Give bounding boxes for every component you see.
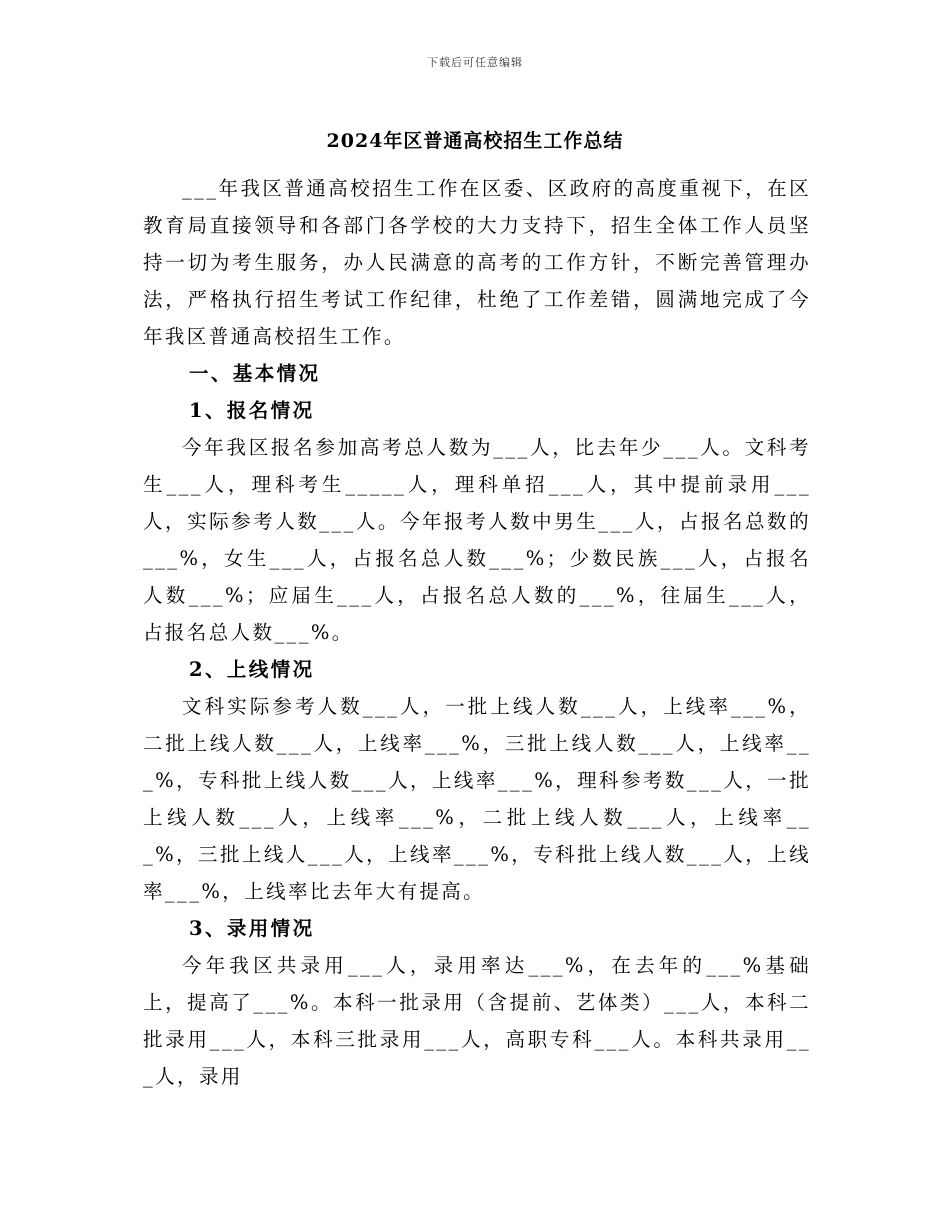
section-heading-basic: 一、基本情况 [189,362,321,385]
registration-paragraph: 今年我区报名参加高考总人数为___人，比去年少___人。文科考生___人，理科考生_____人，理科单招___人，其中提前录用___人，实际参考人数___人。今年报考人数中男生___人，占报名总数的___%，女生___人，占报名总人数___%；少数民族___人，占报名人数___%；应届生___人，占报名总人数的___%，往届生___人，占报名总人数___%。 [143,436,811,644]
admission-line-paragraph: 文科实际参考人数___人，一批上线人数___人，上线率___%，二批上线人数___人，上线率___%，三批上线人数___人，上线率___%，专科批上线人数___人，上线率___%，理科参考数___人，一批上线人数___人，上线率___%，二批上线人数___人，上线率___%，三批上线人___人，上线率___%，专科批上线人数___人，上线率___%，上线率比去年大有提高。 [143,695,811,903]
intro-paragraph: ___年我区普通高校招生工作在区委、区政府的高度重视下，在区教育局直接领导和各部门各学校的大力支持下，招生全体工作人员坚持一切为考生服务，办人民满意的高考的工作方针，不断完善管理办法，严格执行招生考试工作纪律，杜绝了工作差错，圆满地完成了今年我区普通高校招生工作。 [143,177,811,348]
enrollment-paragraph: 今年我区共录用___人，录用率达___%，在去年的___%基础上，提高了___%。本科一批录用（含提前、艺体类）___人，本科二批录用___人，本科三批录用___人，高职专科___人。本科共录用___人，录用 [143,954,811,1088]
subheading-enrollment: 3、录用情况 [189,917,315,940]
header-note: 下载后可任意编辑 [427,56,523,69]
subheading-admission-line: 2、上线情况 [189,658,315,681]
document-title: 2024年区普通高校招生工作总结 [326,130,624,152]
document-body [143,170,811,1095]
subheading-registration: 1、报名情况 [189,399,315,422]
